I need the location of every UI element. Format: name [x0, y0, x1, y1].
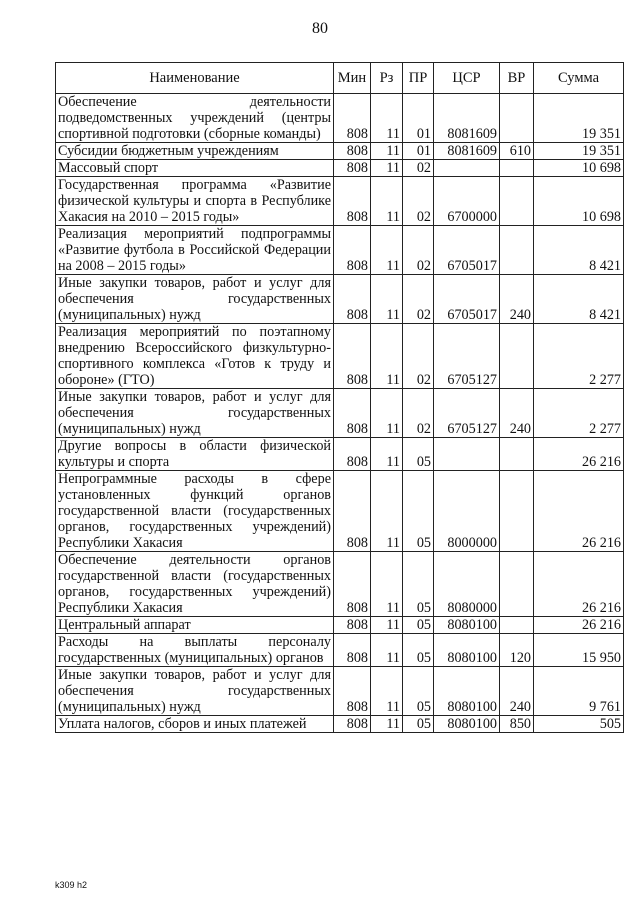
cell-rz: 11	[371, 389, 403, 438]
table-row	[56, 716, 624, 733]
cell-name: Государственная программа «Развитие физической культуры и спорта в Республике Хакасия на 2010 – 2015 годы»	[56, 177, 334, 226]
table-body	[56, 94, 624, 733]
cell-min: 808	[334, 94, 371, 143]
cell-rz: 11	[371, 160, 403, 177]
cell-pr: 02	[403, 177, 434, 226]
cell-pr: 05	[403, 667, 434, 716]
cell-min: 808	[334, 226, 371, 275]
cell-name: Обеспечение деятельности подведомственных учреждений (центры спортивной подготовки (сборные команды)	[56, 94, 334, 143]
cell-csr: 8080100	[434, 716, 500, 733]
budget-table	[55, 62, 624, 733]
cell-name: Расходы на выплаты персоналу государственных (муниципальных) органов	[56, 634, 334, 667]
table-row	[56, 143, 624, 160]
cell-rz: 11	[371, 716, 403, 733]
cell-name: Субсидии бюджетным учреждениям	[56, 143, 334, 160]
table-row	[56, 226, 624, 275]
cell-vr	[500, 177, 534, 226]
table-row	[56, 160, 624, 177]
cell-sum: 26 216	[534, 471, 624, 552]
cell-name: Непрограммные расходы в сфере установленных функций органов государственной власти (государственных органов, государственных учреждений) Республики Хакасия	[56, 471, 334, 552]
cell-sum: 10 698	[534, 177, 624, 226]
cell-min: 808	[334, 471, 371, 552]
cell-csr: 8080100	[434, 617, 500, 634]
table-row	[56, 94, 624, 143]
cell-sum: 15 950	[534, 634, 624, 667]
cell-min: 808	[334, 143, 371, 160]
cell-sum: 10 698	[534, 160, 624, 177]
header-sum: Сумма	[534, 63, 624, 94]
cell-name: Уплата налогов, сборов и иных платежей	[56, 716, 334, 733]
cell-name: Реализация мероприятий подпрограммы «Развитие футбола в Российской Федерации на 2008 – 2015 годы»	[56, 226, 334, 275]
cell-pr: 05	[403, 471, 434, 552]
cell-name: Другие вопросы в области физической культуры и спорта	[56, 438, 334, 471]
cell-vr: 610	[500, 143, 534, 160]
cell-rz: 11	[371, 617, 403, 634]
cell-pr: 02	[403, 226, 434, 275]
cell-sum: 26 216	[534, 617, 624, 634]
cell-sum: 19 351	[534, 143, 624, 160]
cell-vr: 240	[500, 667, 534, 716]
cell-csr: 8000000	[434, 471, 500, 552]
cell-name: Реализация мероприятий по поэтапному внедрению Всероссийского физкультурно-спортивного комплекса «Готов к труду и обороне» (ГТО)	[56, 324, 334, 389]
table-row	[56, 275, 624, 324]
cell-vr: 240	[500, 275, 534, 324]
table-header-row	[56, 63, 624, 94]
page-number: 80	[312, 20, 328, 37]
cell-pr: 02	[403, 275, 434, 324]
cell-rz: 11	[371, 275, 403, 324]
table-row	[56, 438, 624, 471]
cell-name: Иные закупки товаров, работ и услуг для обеспечения государственных (муниципальных) нужд	[56, 275, 334, 324]
cell-sum: 2 277	[534, 389, 624, 438]
cell-rz: 11	[371, 143, 403, 160]
cell-vr: 240	[500, 389, 534, 438]
header-min: Мин	[334, 63, 371, 94]
cell-csr: 6705127	[434, 389, 500, 438]
cell-csr: 6700000	[434, 177, 500, 226]
table-row	[56, 667, 624, 716]
cell-pr: 02	[403, 389, 434, 438]
cell-min: 808	[334, 275, 371, 324]
cell-csr: 8080100	[434, 667, 500, 716]
table-row	[56, 471, 624, 552]
cell-vr	[500, 552, 534, 617]
cell-csr: 8080100	[434, 634, 500, 667]
cell-sum: 505	[534, 716, 624, 733]
cell-min: 808	[334, 634, 371, 667]
cell-sum: 8 421	[534, 226, 624, 275]
cell-csr: 6705127	[434, 324, 500, 389]
cell-min: 808	[334, 389, 371, 438]
cell-sum: 26 216	[534, 438, 624, 471]
cell-csr: 6705017	[434, 226, 500, 275]
table-row	[56, 389, 624, 438]
cell-pr: 01	[403, 143, 434, 160]
table-row	[56, 177, 624, 226]
cell-min: 808	[334, 716, 371, 733]
cell-vr	[500, 471, 534, 552]
cell-sum: 9 761	[534, 667, 624, 716]
cell-min: 808	[334, 667, 371, 716]
cell-vr	[500, 438, 534, 471]
cell-rz: 11	[371, 552, 403, 617]
table-row	[56, 617, 624, 634]
cell-pr: 02	[403, 160, 434, 177]
cell-pr: 05	[403, 617, 434, 634]
cell-min: 808	[334, 177, 371, 226]
cell-pr: 05	[403, 634, 434, 667]
cell-vr	[500, 226, 534, 275]
table-row	[56, 552, 624, 617]
cell-rz: 11	[371, 94, 403, 143]
cell-csr: 6705017	[434, 275, 500, 324]
cell-rz: 11	[371, 438, 403, 471]
cell-vr	[500, 94, 534, 143]
cell-sum: 19 351	[534, 94, 624, 143]
cell-pr: 05	[403, 438, 434, 471]
cell-pr: 02	[403, 324, 434, 389]
table-row	[56, 634, 624, 667]
cell-rz: 11	[371, 177, 403, 226]
cell-vr: 850	[500, 716, 534, 733]
cell-name: Массовый спорт	[56, 160, 334, 177]
cell-vr: 120	[500, 634, 534, 667]
header-vr: ВР	[500, 63, 534, 94]
header-csr: ЦСР	[434, 63, 500, 94]
table-row	[56, 324, 624, 389]
cell-csr: 8080000	[434, 552, 500, 617]
cell-min: 808	[334, 617, 371, 634]
document-code: k309 h2	[55, 880, 88, 890]
cell-pr: 05	[403, 552, 434, 617]
cell-min: 808	[334, 438, 371, 471]
cell-rz: 11	[371, 324, 403, 389]
cell-vr	[500, 617, 534, 634]
cell-name: Иные закупки товаров, работ и услуг для обеспечения государственных (муниципальных) нужд	[56, 389, 334, 438]
cell-csr: 8081609	[434, 143, 500, 160]
cell-rz: 11	[371, 634, 403, 667]
cell-name: Обеспечение деятельности органов государственной власти (государственных органов, государственных учреждений) Республики Хакасия	[56, 552, 334, 617]
header-pr: ПР	[403, 63, 434, 94]
cell-rz: 11	[371, 667, 403, 716]
cell-rz: 11	[371, 471, 403, 552]
cell-csr	[434, 160, 500, 177]
cell-sum: 2 277	[534, 324, 624, 389]
cell-pr: 01	[403, 94, 434, 143]
cell-vr	[500, 324, 534, 389]
cell-sum: 8 421	[534, 275, 624, 324]
header-rz: Рз	[371, 63, 403, 94]
cell-sum: 26 216	[534, 552, 624, 617]
cell-min: 808	[334, 324, 371, 389]
cell-vr	[500, 160, 534, 177]
cell-csr: 8081609	[434, 94, 500, 143]
cell-name: Центральный аппарат	[56, 617, 334, 634]
header-name: Наименование	[56, 63, 334, 94]
cell-rz: 11	[371, 226, 403, 275]
cell-csr	[434, 438, 500, 471]
cell-pr: 05	[403, 716, 434, 733]
cell-min: 808	[334, 160, 371, 177]
cell-name: Иные закупки товаров, работ и услуг для обеспечения государственных (муниципальных) нужд	[56, 667, 334, 716]
cell-min: 808	[334, 552, 371, 617]
